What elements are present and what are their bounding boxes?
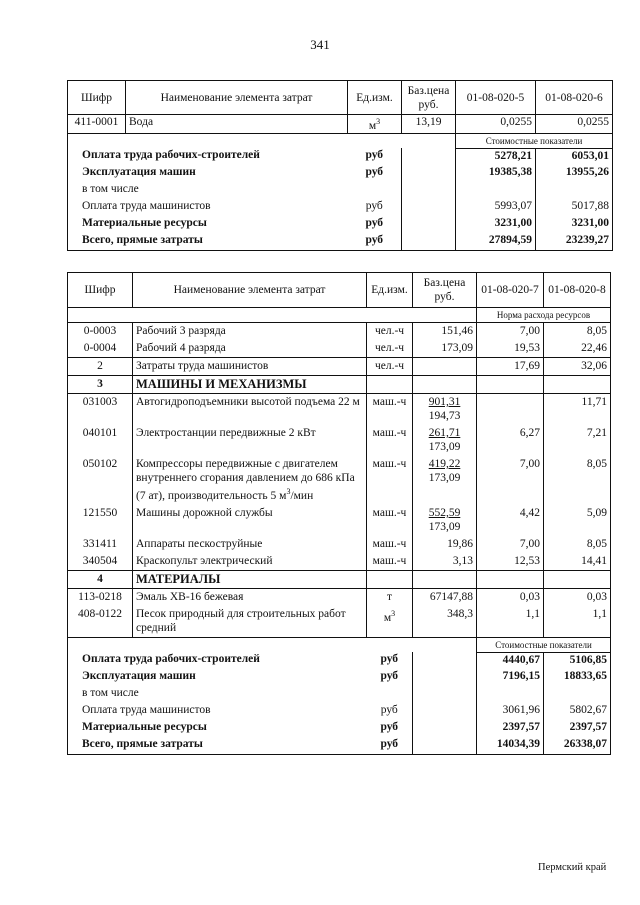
header-col1: 01-08-020-5 [456,81,536,115]
header-name: Наименование элемента затрат [126,81,348,115]
summary-unit [348,182,402,199]
summary-name: Всего, прямые затраты [68,737,367,754]
summary-value-1: 19385,38 [456,165,536,182]
row-unit: $м^3$ [348,115,402,134]
row-unit: маш.-ч [367,425,413,456]
row-price-total: 552,59 [428,506,461,519]
summary-name: Эксплуатация машин [68,165,348,182]
section-label-norm: Норма расхода ресурсов [477,308,611,323]
row-value-2: 8,05 [544,323,611,341]
table-row [68,456,611,505]
row-name: Краскопульт электрический [133,553,367,571]
summary-value-2: 6053,01 [536,148,613,165]
row-value-2 [544,570,611,588]
row-value-1: 19,53 [477,340,544,358]
row-price-labor: 173,09 [428,441,461,453]
summary-row [68,720,611,737]
summary-unit: руб [380,704,398,717]
row-unit: чел.-ч [367,323,413,341]
row-price: 13,19 [402,115,456,134]
summary-name: Материальные ресурсы [68,720,367,737]
summary-unit: руб [367,737,413,754]
table-header-row [68,273,611,308]
row-unit: маш.-ч [367,553,413,571]
page-number: 341 [310,37,330,52]
row-unit: маш.-ч [367,456,413,505]
summary-value-2: 26338,07 [544,737,611,754]
summary-unit: руб [380,653,399,666]
row-value-1: 7,00 [477,456,544,505]
table-row [68,505,611,536]
row-code: 331411 [68,536,133,553]
region-footer: Пермский край [538,862,607,873]
table-row [68,323,611,341]
row-name: Автогидроподъемники высотой подъема 22 м [133,394,367,426]
header-name: Наименование элемента затрат [133,273,367,308]
summary-value-2: 5017,88 [536,199,613,216]
row-code: 0-0003 [68,323,133,341]
section-heading-row [68,376,611,394]
header-code: Шифр [68,273,133,308]
row-code: 050102 [68,456,133,505]
row-value-2: 14,41 [544,553,611,571]
row-value-2: 5,09 [544,505,611,536]
row-code: 040101 [68,425,133,456]
row-value-1: 0,0255 [456,115,536,134]
summary-unit: руб [365,166,384,179]
row-name: Рабочий 3 разряда [133,323,367,341]
row-name: МАШИНЫ И МЕХАНИЗМЫ [133,376,367,394]
row-value-1: 7,00 [477,323,544,341]
row-unit: маш.-ч [367,505,413,536]
row-value-1: 0,03 [477,588,544,606]
summary-name: Оплата труда машинистов [68,199,348,216]
row-code: 113-0218 [68,588,133,606]
row-unit: маш.-ч [367,536,413,553]
row-unit: чел.-ч [367,340,413,358]
row-price [413,376,477,394]
row-price: 151,46 [413,323,477,341]
summary-unit: руб [365,149,384,162]
summary-name: Оплата труда машинистов [68,703,367,720]
table-row [68,340,611,358]
row-unit: чел.-ч [367,358,413,376]
summary-unit: руб [380,721,399,734]
section-label-row [68,308,611,323]
summary-row [68,148,613,165]
summary-row [68,703,611,720]
row-name: Машины дорожной службы [133,505,367,536]
summary-value-2: 5106,85 [544,652,611,669]
row-name: Компрессоры передвижные с двигателем внутреннего сгорания давлением до 686 кПа (7 ат), производительность 5 $м^3$/мин [133,456,367,505]
summary-value-2: 13955,26 [536,165,613,182]
row-name: Песок природный для строительных работ средний [133,606,367,638]
summary-empty [402,199,456,216]
table-header-row [68,81,613,115]
row-value-1: 1,1 [477,606,544,638]
row-price-labor: 173,09 [428,472,461,484]
row-price: 67147,88 [413,588,477,606]
section-label-row [68,133,613,148]
cost-table-2 [67,272,611,755]
row-price: 3,13 [413,553,477,571]
section-label-row [68,637,611,652]
summary-unit: руб [365,200,383,213]
row-code: 4 [68,570,133,588]
table-row [68,606,611,638]
summary-value-2 [544,686,611,703]
row-price: 173,09 [413,340,477,358]
row-unit: маш.-ч [367,394,413,426]
summary-name: Оплата труда рабочих-строителей [68,148,348,165]
header-price: Баз.цена руб. [413,273,477,308]
section-label: Стоимостные показатели [477,637,611,652]
row-price [413,570,477,588]
row-value-2: 7,21 [544,425,611,456]
table-row [68,536,611,553]
header-code: Шифр [68,81,126,115]
row-code: 0-0004 [68,340,133,358]
row-unit [367,376,413,394]
summary-empty [413,703,477,720]
row-price-labor: 173,09 [428,520,461,533]
summary-empty [402,233,456,250]
row-value-2: 1,1 [544,606,611,638]
row-price [413,358,477,376]
header-col2: 01-08-020-8 [544,273,611,308]
row-code: 340504 [68,553,133,571]
section-heading-row [68,570,611,588]
summary-value-2 [536,182,613,199]
row-value-2: 0,03 [544,588,611,606]
row-price [413,394,477,426]
row-price-total: 901,31 [428,396,461,408]
summary-empty [402,165,456,182]
summary-value-2: 23239,27 [536,233,613,250]
header-unit: Ед.изм. [348,81,402,115]
summary-empty [413,652,477,669]
table-row [68,425,611,456]
summary-value-1: 5993,07 [456,199,536,216]
summary-row [68,669,611,686]
row-value-1: 7,00 [477,536,544,553]
row-value-1: 17,69 [477,358,544,376]
summary-value-2: 5802,67 [544,703,611,720]
row-price: 19,86 [413,536,477,553]
row-name: Вода [126,115,348,134]
summary-value-1 [456,182,536,199]
summary-value-1: 5278,21 [456,148,536,165]
summary-name: Эксплуатация машин [68,669,367,686]
row-value-1: 12,53 [477,553,544,571]
row-value-1: 6,27 [477,425,544,456]
row-price-total: 261,71 [428,427,461,439]
summary-empty [413,686,477,703]
row-value-1 [477,394,544,426]
summary-value-2: 18833,65 [544,669,611,686]
summary-value-1: 27894,59 [456,233,536,250]
summary-unit: руб [365,217,384,230]
row-value-2: 32,06 [544,358,611,376]
row-value-1 [477,376,544,394]
summary-value-1: 3231,00 [456,216,536,233]
summary-row [68,652,611,669]
row-price [413,456,477,505]
row-value-2: 8,05 [544,536,611,553]
row-price [413,425,477,456]
row-value-1: 4,42 [477,505,544,536]
summary-row [68,686,611,703]
summary-row [68,737,611,754]
summary-row [68,199,613,216]
summary-name: в том числе [68,686,367,703]
summary-empty [413,737,477,754]
header-unit: Ед.изм. [367,273,413,308]
summary-empty [402,182,456,199]
row-value-2: 8,05 [544,456,611,505]
summary-value-1: 7196,15 [477,669,544,686]
table-row [68,358,611,376]
header-col2: 01-08-020-6 [536,81,613,115]
summary-value-2: 2397,57 [544,720,611,737]
row-value-1 [477,570,544,588]
summary-value-1: 2397,57 [477,720,544,737]
row-name: Затраты труда машинистов [133,358,367,376]
header-price: Баз.цена руб. [402,81,456,115]
summary-row [68,165,613,182]
row-name: Электростанции передвижные 2 кВт [133,425,367,456]
table-row [68,115,613,134]
row-code: 411-0001 [68,115,126,134]
row-value-2: 0,0255 [536,115,613,134]
row-code: 121550 [68,505,133,536]
summary-value-2: 3231,00 [536,216,613,233]
summary-row [68,182,613,199]
summary-value-1: 3061,96 [477,703,544,720]
summary-row [68,233,613,250]
row-value-2 [544,376,611,394]
row-unit [367,570,413,588]
summary-empty [402,148,456,165]
row-unit: $м^3$ [367,606,413,638]
row-unit: т [367,588,413,606]
row-name: Эмаль ХВ-16 бежевая [133,588,367,606]
row-code: 031003 [68,394,133,426]
row-price-labor: 194,73 [428,410,461,422]
summary-name: Всего, прямые затраты [68,233,348,250]
row-code: 2 [68,358,133,376]
table-row [68,394,611,426]
row-name: МАТЕРИАЛЫ [133,570,367,588]
summary-unit: руб [380,670,399,683]
row-price [413,505,477,536]
summary-name: Оплата труда рабочих-строителей [68,652,367,669]
summary-value-1: 14034,39 [477,737,544,754]
summary-name: в том числе [68,182,348,199]
summary-row [68,216,613,233]
summary-unit: руб [348,233,402,250]
summary-empty [402,216,456,233]
row-name: Аппараты пескоструйные [133,536,367,553]
row-code: 408-0122 [68,606,133,638]
summary-name: Материальные ресурсы [68,216,348,233]
summary-unit [367,686,413,703]
summary-empty [413,669,477,686]
cost-table-1 [67,80,613,251]
table-row [68,553,611,571]
header-col1: 01-08-020-7 [477,273,544,308]
row-price-total: 419,22 [428,458,461,470]
section-label: Стоимостные показатели [456,133,613,148]
row-value-2: 11,71 [544,394,611,426]
row-price: 348,3 [413,606,477,638]
row-name: Рабочий 4 разряда [133,340,367,358]
summary-value-1: 4440,67 [477,652,544,669]
row-code: 3 [68,376,133,394]
summary-empty [413,720,477,737]
summary-value-1 [477,686,544,703]
row-value-2: 22,46 [544,340,611,358]
table-row [68,588,611,606]
